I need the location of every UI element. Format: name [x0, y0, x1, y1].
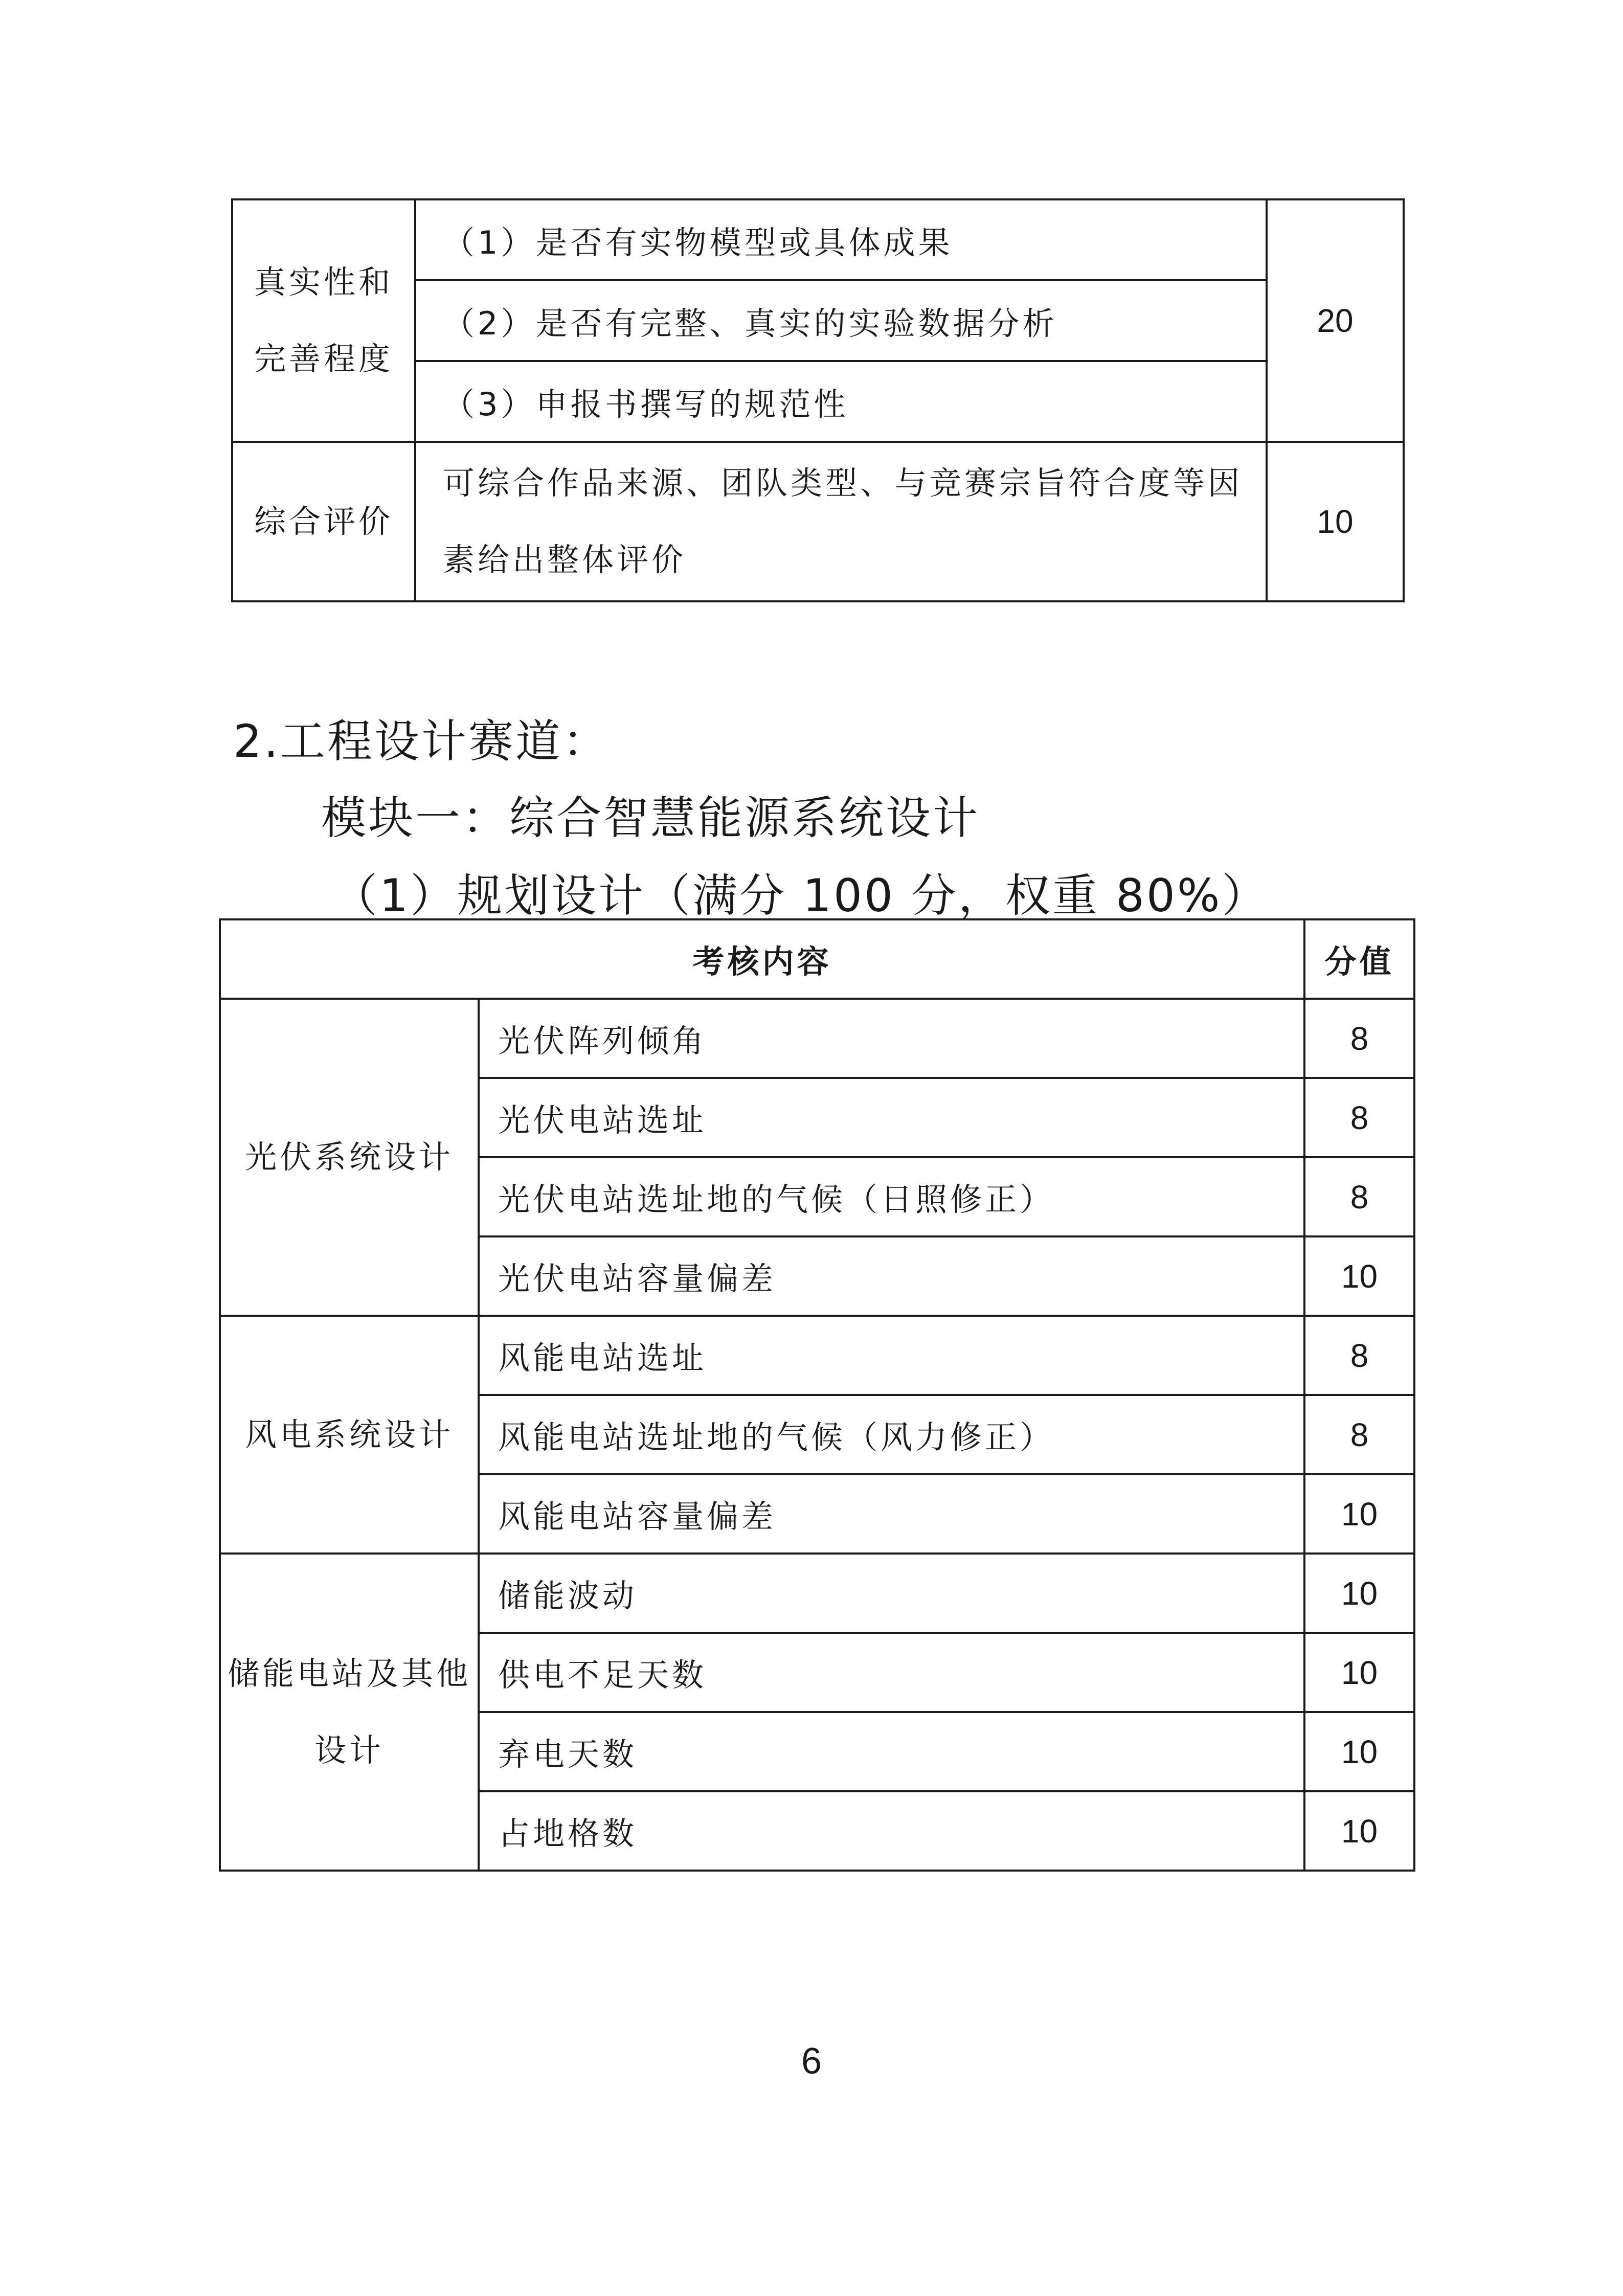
score-cell: 10: [1304, 1791, 1414, 1871]
category-line: 设计: [314, 1731, 384, 1769]
item-cell: 风能电站容量偏差: [479, 1474, 1304, 1554]
item-cell: 光伏电站选址: [479, 1078, 1304, 1157]
score-cell: 10: [1304, 1474, 1414, 1554]
header-content: 考核内容: [220, 919, 1304, 999]
evaluation-table-continued: [231, 198, 1405, 602]
category-line: 完善程度: [254, 340, 393, 377]
criterion-cell: （1）是否有实物模型或具体成果: [415, 199, 1267, 280]
table-row: [232, 442, 1404, 601]
score-cell: 8: [1304, 1395, 1414, 1474]
score-cell: 8: [1304, 1316, 1414, 1395]
table-row: [220, 999, 1414, 1078]
item-cell: 供电不足天数: [479, 1633, 1304, 1712]
table-row: [220, 1316, 1414, 1395]
header-score: 分值: [1304, 919, 1414, 999]
category-line: 储能电站及其他: [227, 1655, 471, 1692]
item-cell: 弃电天数: [479, 1712, 1304, 1791]
criterion-cell: （3）申报书撰写的规范性: [415, 361, 1267, 442]
score-cell: 8: [1304, 1078, 1414, 1157]
score-cell: 10: [1304, 1633, 1414, 1712]
score-cell: 10: [1304, 1236, 1414, 1316]
category-cell: [220, 1554, 479, 1871]
item-cell: 光伏电站容量偏差: [479, 1236, 1304, 1316]
section-heading: 2.工程设计赛道：: [233, 715, 610, 768]
category-cell: 光伏系统设计: [220, 999, 479, 1316]
score-cell: 10: [1267, 442, 1404, 601]
score-cell: 8: [1304, 999, 1414, 1078]
item-cell: 光伏电站选址地的气候（日照修正）: [479, 1157, 1304, 1236]
module-heading: 模块一：综合智慧能源系统设计: [321, 792, 980, 844]
subsection-heading: （1）规划设计（满分 100 分，权重 80%）: [332, 869, 1269, 922]
score-cell: 8: [1304, 1157, 1414, 1236]
category-cell: [232, 199, 415, 442]
item-cell: 风能电站选址: [479, 1316, 1304, 1395]
planning-design-table: [219, 918, 1415, 1872]
score-cell: 10: [1304, 1712, 1414, 1791]
category-line: 真实性和: [254, 263, 393, 301]
table-row: [220, 1554, 1414, 1633]
page-number: 6: [801, 2041, 822, 2082]
category-cell: 综合评价: [232, 442, 415, 601]
table-row: [232, 199, 1404, 280]
score-cell: 20: [1267, 199, 1404, 442]
item-cell: 光伏阵列倾角: [479, 999, 1304, 1078]
table-header-row: [220, 919, 1414, 999]
criterion-cell: （2）是否有完整、真实的实验数据分析: [415, 280, 1267, 361]
category-cell: 风电系统设计: [220, 1316, 479, 1554]
score-cell: 10: [1304, 1554, 1414, 1633]
item-cell: 风能电站选址地的气候（风力修正）: [479, 1395, 1304, 1474]
item-cell: 储能波动: [479, 1554, 1304, 1633]
item-cell: 占地格数: [479, 1791, 1304, 1871]
criterion-cell: 可综合作品来源、团队类型、与竞赛宗旨符合度等因素给出整体评价: [415, 442, 1267, 601]
